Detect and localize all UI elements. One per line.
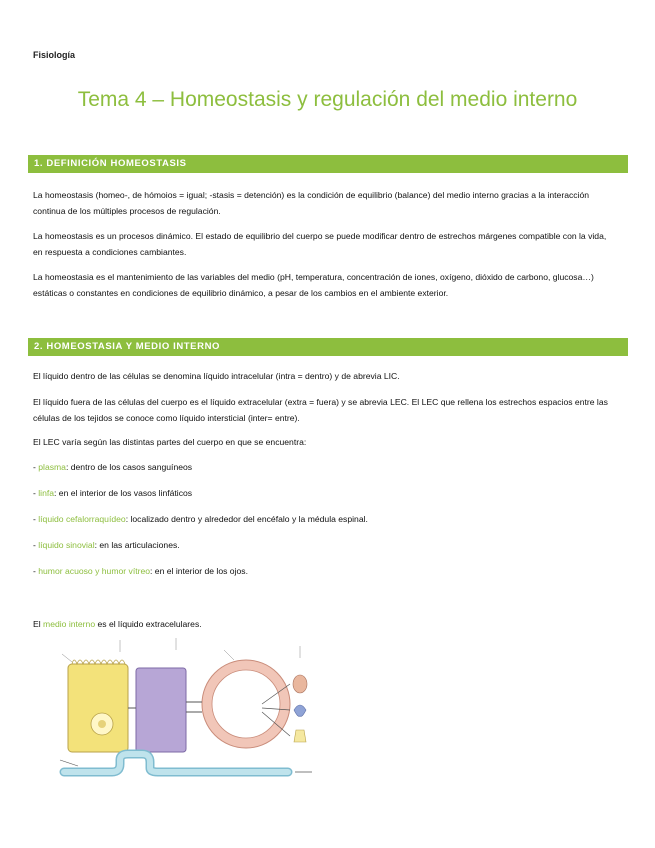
list-item: - líquido sinovial: en las articulaciones. (33, 540, 180, 550)
paragraph: El medio interno es el líquido extracelulares. (33, 619, 202, 629)
list-item: - linfa: en el interior de los vasos linfáticos (33, 488, 193, 498)
section-heading-definicion: 1. DEFINICIÓN HOMEOSTASIS (28, 155, 628, 173)
paragraph: La homeostasis es un procesos dinámico. El estado de equilibrio del cuerpo se puede modificar dentro de estrechos márgenes compatible con la vida, en respuesta a condiciones cambiantes. (33, 231, 607, 257)
plasma-shape (212, 670, 280, 738)
paragraph: La homeostasis (homeo-, de hómoios = igual; -stasis = detención) es la condición de equilibrio (balance) del medio interno gracias a la interacción continua de los múltiples procesos de regulación. (33, 190, 590, 216)
subject-label: Fisiología (33, 50, 76, 60)
section-heading-medio-interno: 2. HOMEOSTASIA Y MEDIO INTERNO (28, 338, 628, 356)
list-item: - líquido cefalorraquídeo: localizado dentro y alrededor del encéfalo y la médula espinal. (33, 514, 368, 524)
page-title: Tema 4 – Homeostasis y regulación del medio interno (77, 88, 578, 111)
paragraph: El líquido fuera de las células del cuerpo es el líquido extracelular (extra = fuera) y se abrevia LEC. El LEC que rellena los estrechos espacios entre las células de los tejidos se conoce como líquido intersticial (inter= entre). (33, 397, 608, 423)
lungs-icon (294, 705, 306, 716)
body-fluids-diagram (50, 632, 355, 792)
intracellular-fluid-shape (68, 664, 128, 752)
kidney-icon (293, 675, 307, 693)
interstitial-fluid-shape (136, 668, 186, 752)
list-item: - humor acuoso y humor vítreo: en el interior de los ojos. (33, 566, 248, 576)
skin-icon (294, 730, 306, 742)
list-item: - plasma: dentro de los casos sanguíneos (33, 462, 193, 472)
paragraph: El líquido dentro de las células se denomina líquido intracelular (intra = dentro) y de abrevia LIC. (33, 371, 400, 381)
paragraph: El LEC varía según las distintas partes del cuerpo en que se encuentra: (33, 437, 307, 447)
paragraph: La homeostasia es el mantenimiento de las variables del medio (pH, temperatura, concentración de iones, oxígeno, dióxido de carbono, glucosa…) estáticas o constantes en condiciones de equilibrio dinámico, a pesar de los cambios en el ambiente exterior. (33, 272, 594, 298)
